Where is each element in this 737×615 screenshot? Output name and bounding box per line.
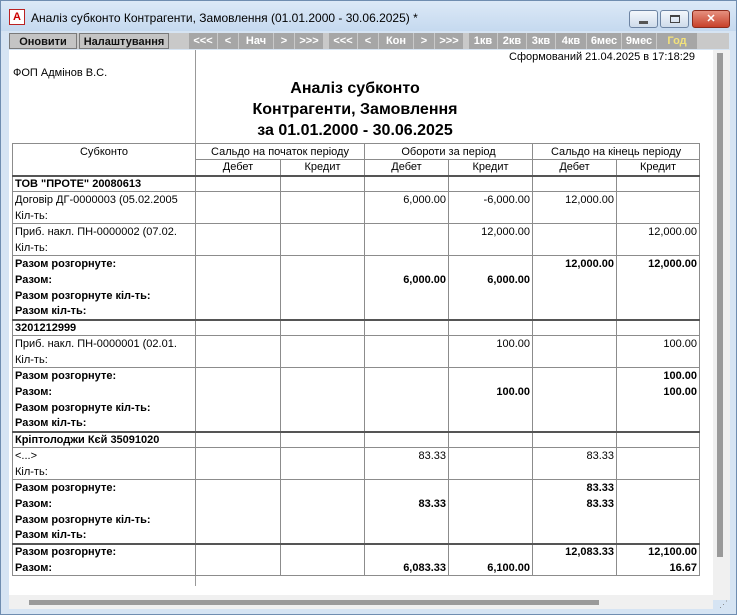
company-name: ФОП Адмінов В.С. bbox=[13, 67, 108, 79]
minimize-button[interactable] bbox=[629, 10, 658, 28]
close-credit-cell bbox=[617, 448, 700, 464]
header-subconto: Субконто bbox=[13, 144, 196, 160]
expanded-total-label: Разом розгорнуте: bbox=[13, 256, 196, 272]
group-row bbox=[13, 176, 700, 192]
period-9m-button[interactable]: 9мес bbox=[622, 33, 656, 49]
generated-timestamp: Сформований 21.04.2025 в 17:18:29 bbox=[509, 51, 695, 63]
end-next-button[interactable]: > bbox=[414, 33, 434, 49]
header-blank bbox=[13, 160, 196, 176]
doc-cell[interactable]: Приб. накл. ПН-0000002 (07.02. bbox=[13, 224, 196, 240]
report-sheet bbox=[9, 50, 729, 600]
maximize-icon bbox=[670, 15, 680, 23]
total-label: Разом: bbox=[13, 272, 196, 288]
turn-debit-cell: 6,000.00 bbox=[365, 192, 449, 208]
group-name[interactable]: Кріптолоджи Кєй 35091020 bbox=[13, 432, 196, 448]
group-row bbox=[13, 432, 700, 448]
header-turn-debit: Дебет bbox=[365, 160, 449, 176]
expanded-qty-label: Разом розгорнуте кіл-ть: bbox=[13, 512, 196, 528]
qty-row bbox=[13, 464, 700, 480]
turn-debit-cell: 83.33 bbox=[365, 448, 449, 464]
total-row bbox=[13, 496, 700, 512]
close-debit-cell: 83.33 bbox=[533, 480, 617, 496]
end-date-button[interactable]: Кон bbox=[379, 33, 413, 49]
table-row bbox=[13, 336, 700, 352]
doc-cell[interactable]: Договір ДГ-0000003 (05.02.2005 bbox=[13, 192, 196, 208]
report-title: Аналіз субконто bbox=[290, 80, 420, 97]
start-first-button[interactable]: <<< bbox=[189, 33, 217, 49]
close-credit-cell: 12,000.00 bbox=[617, 224, 700, 240]
close-debit-cell: 83.33 bbox=[533, 448, 617, 464]
turn-credit-cell: 6,000.00 bbox=[449, 272, 533, 288]
vertical-scroll-thumb[interactable] bbox=[717, 53, 723, 557]
close-button[interactable] bbox=[692, 10, 730, 28]
close-credit-cell: 12,100.00 bbox=[617, 544, 700, 560]
period-q1-button[interactable]: 1кв bbox=[469, 33, 497, 49]
close-icon: ✕ bbox=[706, 13, 716, 25]
resize-grip-icon[interactable]: ⋰ bbox=[719, 599, 728, 609]
report-period: за 01.01.2000 - 30.06.2025 bbox=[257, 122, 453, 139]
header-turn-credit: Кредит bbox=[449, 160, 533, 176]
horizontal-scroll-thumb[interactable] bbox=[29, 600, 599, 605]
window-title: Аналіз субконто Контрагенти, Замовлення (01.01.2000 - 30.06.2025) * bbox=[31, 11, 418, 25]
group-name[interactable]: ТОВ "ПРОТЕ" 20080613 bbox=[13, 176, 196, 192]
header-close-credit: Кредит bbox=[617, 160, 700, 176]
grand-expanded-label: Разом розгорнуте: bbox=[13, 544, 196, 560]
group-name[interactable]: 3201212999 bbox=[13, 320, 196, 336]
close-debit-cell: 12,000.00 bbox=[533, 192, 617, 208]
turn-debit-cell: 83.33 bbox=[365, 496, 449, 512]
total-row bbox=[13, 480, 700, 496]
qty-row bbox=[13, 240, 700, 256]
close-debit-cell bbox=[533, 224, 617, 240]
total-row bbox=[13, 528, 700, 544]
total-row bbox=[13, 272, 700, 288]
title-bar[interactable] bbox=[1, 1, 736, 31]
period-q2-button[interactable]: 2кв bbox=[498, 33, 526, 49]
total-row bbox=[13, 384, 700, 400]
qty-label: Кіл-ть: bbox=[13, 352, 196, 368]
total-row bbox=[13, 256, 700, 272]
header-turnover: Обороти за період bbox=[365, 144, 533, 160]
period-q3-button[interactable]: 3кв bbox=[527, 33, 555, 49]
close-credit-cell: 16.67 bbox=[617, 560, 700, 576]
turn-credit-cell: 6,100.00 bbox=[449, 560, 533, 576]
turn-credit-cell: 100.00 bbox=[449, 336, 533, 352]
header-open-debit: Дебет bbox=[196, 160, 281, 176]
settings-button[interactable]: Налаштування bbox=[79, 33, 169, 49]
grand-total-row bbox=[13, 544, 700, 560]
table-row bbox=[13, 224, 700, 240]
total-row bbox=[13, 304, 700, 320]
header-open-credit: Кредит bbox=[281, 160, 365, 176]
period-year-button[interactable]: Год bbox=[657, 33, 697, 49]
header-closing: Сальдо на кінець періоду bbox=[533, 144, 700, 160]
close-credit-cell: 100.00 bbox=[617, 368, 700, 384]
report-app-icon[interactable]: А bbox=[9, 9, 25, 25]
doc-cell[interactable]: Приб. накл. ПН-0000001 (02.01. bbox=[13, 336, 196, 352]
close-debit-cell bbox=[533, 336, 617, 352]
maximize-button[interactable] bbox=[660, 10, 689, 28]
subheader-row bbox=[13, 160, 700, 176]
expanded-qty-label: Разом розгорнуте кіл-ть: bbox=[13, 400, 196, 416]
report-subtitle: Контрагенти, Замовлення bbox=[252, 101, 458, 118]
grand-total-row bbox=[13, 560, 700, 576]
turn-credit-cell: -6,000.00 bbox=[449, 192, 533, 208]
close-credit-cell bbox=[617, 192, 700, 208]
doc-cell[interactable]: <...> bbox=[13, 448, 196, 464]
total-row bbox=[13, 512, 700, 528]
qty-label: Кіл-ть: bbox=[13, 240, 196, 256]
total-qty-label: Разом кіл-ть: bbox=[13, 528, 196, 544]
qty-row bbox=[13, 352, 700, 368]
turn-debit-cell: 6,083.33 bbox=[365, 560, 449, 576]
end-last-button[interactable]: >>> bbox=[435, 33, 463, 49]
total-label: Разом: bbox=[13, 496, 196, 512]
total-row bbox=[13, 416, 700, 432]
table-row bbox=[13, 192, 700, 208]
report-toolbar bbox=[9, 33, 729, 49]
horizontal-scrollbar[interactable] bbox=[9, 595, 713, 609]
header-close-debit: Дебет bbox=[533, 160, 617, 176]
refresh-button[interactable]: Оновити bbox=[9, 33, 77, 49]
vertical-scrollbar[interactable] bbox=[713, 50, 730, 600]
group-row bbox=[13, 320, 700, 336]
qty-row bbox=[13, 208, 700, 224]
start-date-button[interactable]: Нач bbox=[239, 33, 273, 49]
close-debit-cell: 83.33 bbox=[533, 496, 617, 512]
expanded-total-label: Разом розгорнуте: bbox=[13, 368, 196, 384]
start-last-button[interactable]: >>> bbox=[295, 33, 323, 49]
close-credit-cell: 100.00 bbox=[617, 336, 700, 352]
period-6m-button[interactable]: 6мес bbox=[587, 33, 621, 49]
expanded-qty-label: Разом розгорнуте кіл-ть: bbox=[13, 288, 196, 304]
period-q4-button[interactable]: 4кв bbox=[556, 33, 586, 49]
expanded-total-label: Разом розгорнуте: bbox=[13, 480, 196, 496]
total-qty-label: Разом кіл-ть: bbox=[13, 416, 196, 432]
turn-credit-cell: 12,000.00 bbox=[449, 224, 533, 240]
total-qty-label: Разом кіл-ть: bbox=[13, 304, 196, 320]
close-credit-cell: 12,000.00 bbox=[617, 256, 700, 272]
turn-debit-cell bbox=[365, 224, 449, 240]
header-row bbox=[13, 144, 700, 160]
total-row bbox=[13, 288, 700, 304]
close-debit-cell: 12,000.00 bbox=[533, 256, 617, 272]
report-table bbox=[12, 143, 700, 576]
total-row bbox=[13, 400, 700, 416]
close-credit-cell: 100.00 bbox=[617, 384, 700, 400]
turn-credit-cell: 100.00 bbox=[449, 384, 533, 400]
header-opening: Сальдо на початок періоду bbox=[196, 144, 365, 160]
turn-debit-cell bbox=[365, 336, 449, 352]
start-prev-button[interactable]: < bbox=[218, 33, 238, 49]
minimize-icon bbox=[639, 21, 648, 24]
close-debit-cell: 12,083.33 bbox=[533, 544, 617, 560]
qty-label: Кіл-ть: bbox=[13, 208, 196, 224]
table-row bbox=[13, 448, 700, 464]
end-prev-button[interactable]: < bbox=[358, 33, 378, 49]
end-first-button[interactable]: <<< bbox=[329, 33, 357, 49]
start-next-button[interactable]: > bbox=[274, 33, 294, 49]
total-row bbox=[13, 368, 700, 384]
turn-debit-cell: 6,000.00 bbox=[365, 272, 449, 288]
total-label: Разом: bbox=[13, 384, 196, 400]
qty-label: Кіл-ть: bbox=[13, 464, 196, 480]
grand-total-label: Разом: bbox=[13, 560, 196, 576]
turn-credit-cell bbox=[449, 448, 533, 464]
